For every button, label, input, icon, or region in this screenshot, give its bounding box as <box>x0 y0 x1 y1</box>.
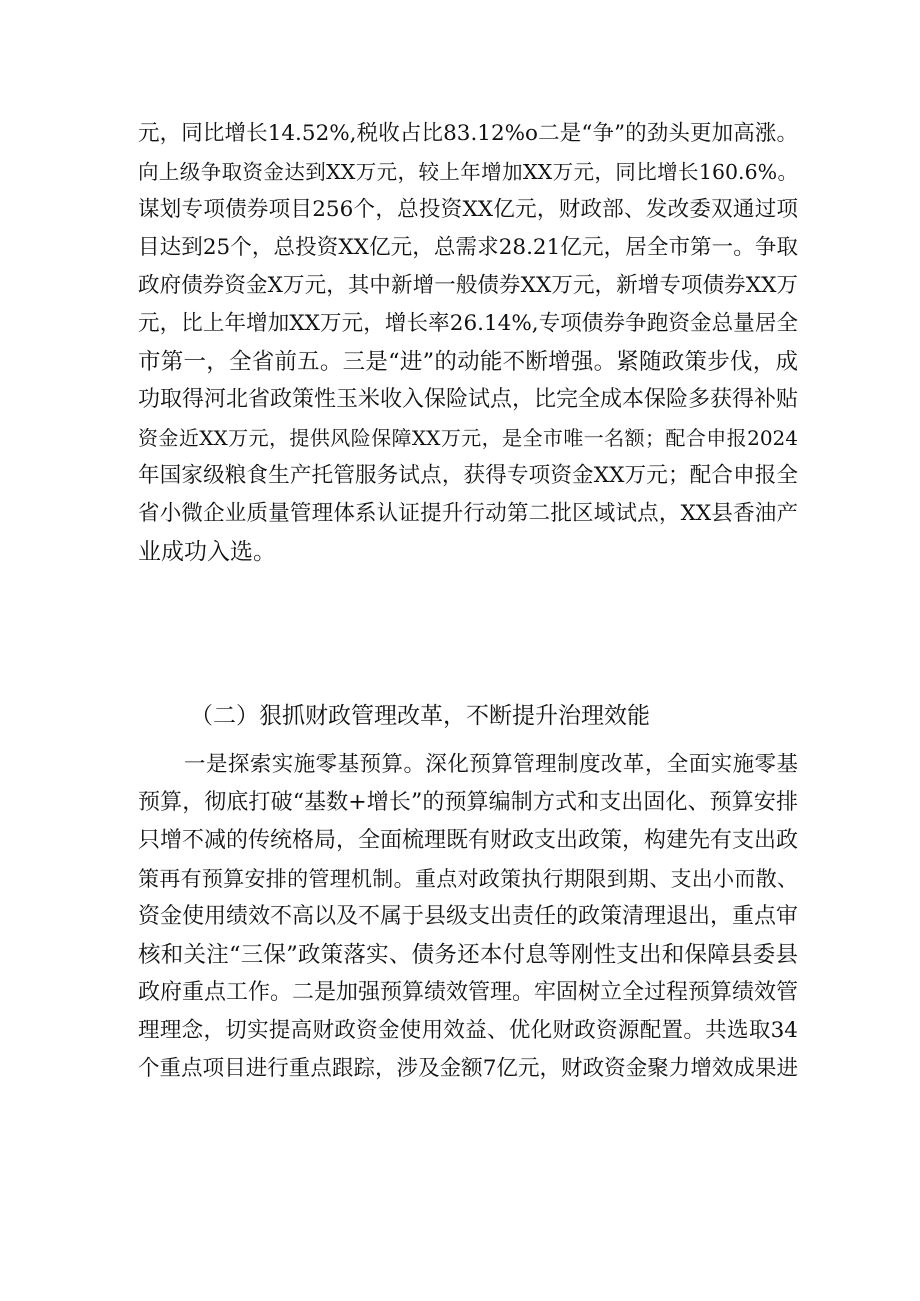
paragraph-1-line: 向上级争取资金达到XX万元，较上年增加XX万元，同比增长160.6%。 <box>138 160 798 184</box>
paragraph-2-line: 资金使用绩效不高以及不属于县级支出责任的政策清理退出，重点审 <box>138 904 799 929</box>
paragraph-1-line: 谋划专项债券项目256个，总投资XX亿元，财政部、发改委双通过项 <box>138 197 798 222</box>
paragraph-2-line: 一是探索实施零基预算。深化预算管理制度改革，全面实施零基 <box>184 752 798 777</box>
paragraph-1-line: 政府债券资金X万元，其中新增一般债券XX万元，新增专项债券XX万 <box>138 273 798 298</box>
paragraph-1-line: 元，比上年增加XX万元，增长率26.14%,专项债券争跑资金总量居全 <box>138 311 798 336</box>
paragraph-1-line: 目达到25个，总投资XX亿元，总需求28.21亿元，居全市第一。争取 <box>138 235 798 260</box>
paragraph-2-line: 只增不减的传统格局，全面梳理既有财政支出政策，构建先有支出政 <box>138 828 799 853</box>
paragraph-1-line: 资金近XX万元，提供风险保障XX万元，是全市唯一名额；配合申报2024 <box>138 426 798 450</box>
paragraph-1-line: 市第一，全省前五。三是“进”的动能不断增强。紧随政策步伐，成 <box>138 349 798 375</box>
paragraph-1-line: 省小微企业质量管理体系认证提升行动第二批区域试点，XX县香油产 <box>138 501 798 526</box>
section-heading-block <box>138 697 798 735</box>
paragraph-2-line: 个重点项目进行重点跟踪，涉及金额7亿元，财政资金聚力增效成果进 <box>138 1056 798 1081</box>
paragraph-2-line: 预算，彻底打破“基数+增长”的预算编制方式和支出固化、预算安排 <box>138 790 798 815</box>
paragraph-1-line: 业成功入选。 <box>138 539 276 565</box>
paragraph-2 <box>138 746 798 1088</box>
paragraph-1-line: 年国家级粮食生产托管服务试点，获得专项资金XX万元；配合申报全 <box>138 463 798 488</box>
paragraph-2-line: 策再有预算安排的管理机制。重点对政策执行期限到期、支出小而散、 <box>138 867 798 891</box>
paragraph-1 <box>138 115 798 571</box>
paragraph-2-line: 政府重点工作。二是加强预算绩效管理。牢固树立全过程预算绩效管 <box>138 980 799 1005</box>
paragraph-2-line: 理理念，切实提高财政资金使用效益、优化财政资源配置。共选取34 <box>138 1018 798 1043</box>
paragraph-2-line: 核和关注“三保”政策落实、债务还本付息等刚性支出和保障县委县 <box>138 942 798 968</box>
paragraph-1-line: 功取得河北省政策性玉米收入保险试点，比完全成本保险多获得补贴 <box>138 387 799 412</box>
paragraph-1-line: 元，同比增长14.52%,税收占比83.12%o二是“争”的劲头更加高涨。 <box>138 121 798 146</box>
section-heading: （二）狠抓财政管理改革，不断提升治理效能 <box>190 703 650 729</box>
